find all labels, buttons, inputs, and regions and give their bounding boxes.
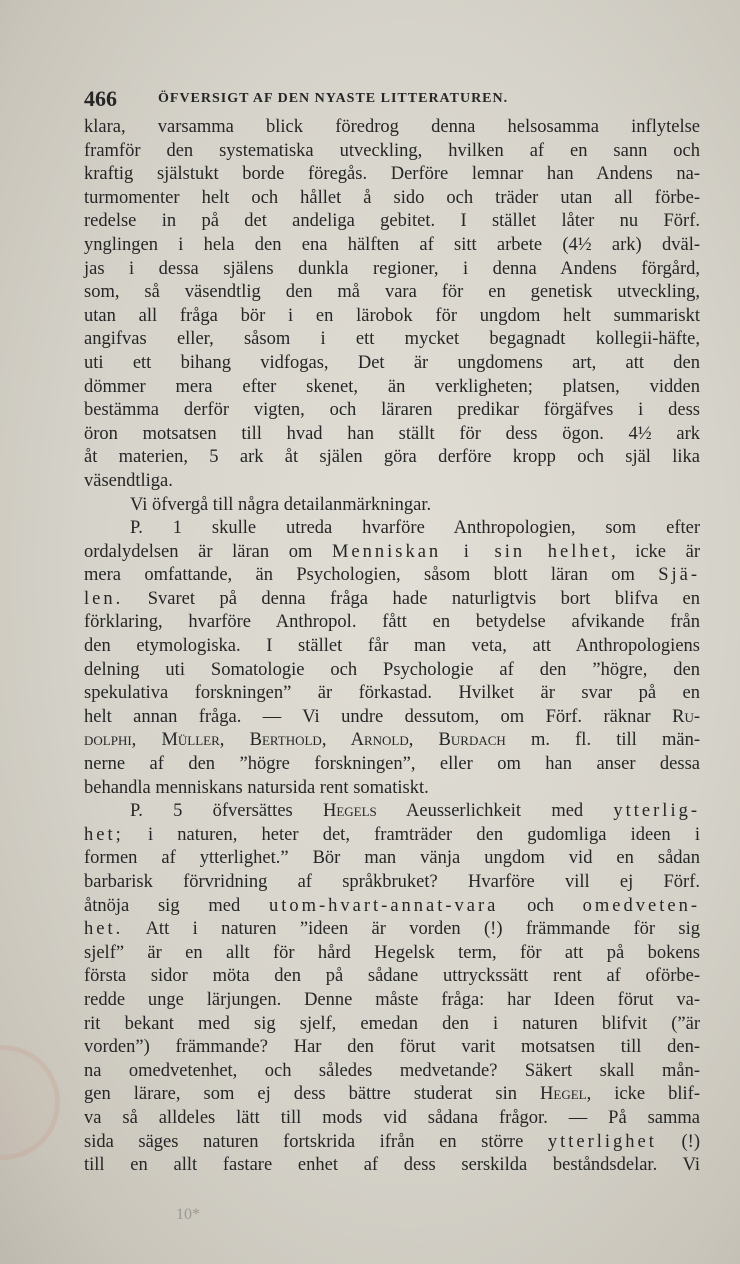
text-segment: till en allt fastare enhet af dess serskilda beståndsdelar. Vi	[84, 1155, 700, 1176]
text-line	[84, 635, 700, 659]
text-line	[84, 541, 700, 565]
text-line	[84, 659, 700, 683]
text-segment: i naturen, heter det, framträder den gudomliga ideen i	[123, 824, 700, 845]
text-segment: Aeusserlichkeit med	[376, 801, 614, 822]
text-segment: delning uti Somatologie och Psychologie af den ”högre, den	[84, 659, 700, 680]
text-line	[84, 824, 700, 848]
emphasized-text: Menniskan i sin helhet	[331, 541, 611, 562]
text-segment: som, så väsendtlig den må vara för en genetisk utveckling,	[84, 282, 700, 303]
text-segment: förklaring, hvarföre Anthropol. fått en betydelse afvikande från	[84, 612, 700, 633]
text-line	[84, 187, 700, 211]
body-text	[84, 116, 700, 1178]
text-segment: uti ett bihang vidfogas, Det är ungdomens art, att den	[84, 352, 700, 373]
small-caps-name: Ru-	[672, 706, 700, 727]
text-segment: första sidor möta den på sådane uttryckssätt rent af oförbe-	[84, 966, 700, 987]
text-segment: jas i dessa själens dunkla regioner, i denna Andens förgård,	[84, 258, 700, 279]
signature-mark: 10*	[176, 1206, 200, 1223]
text-segment: gen lärare, som ej dess bättre studerat sin	[84, 1084, 541, 1105]
text-line	[84, 210, 700, 234]
emphasized-text: het.	[84, 919, 124, 940]
text-segment: öron motsatsen till hvad han ställt för dess ögon. 4½ ark	[84, 423, 700, 444]
text-segment: Vi öfvergå till några detailanmärkningar.	[130, 494, 432, 515]
text-segment: åt materien, 5 ark åt själen göra derföre kropp och själ lika	[84, 447, 700, 468]
text-line	[84, 729, 700, 753]
text-line	[84, 446, 700, 470]
text-segment: va så alldeles lätt till mods vid sådana frågor. — På samma	[84, 1107, 700, 1128]
text-line	[84, 1154, 700, 1178]
emphasized-text: utom-hvart-annat-vara	[268, 895, 499, 916]
text-segment: Svaret på denna fråga hade naturligtvis bort blifva en	[123, 588, 700, 609]
text-segment: P. 1 skulle utreda hvarföre Anthropologien, som efter	[130, 518, 700, 539]
text-segment: åtnöja sig med	[84, 895, 269, 916]
text-segment: , icke är	[610, 541, 700, 562]
text-segment: spekulativa forskningen” är förkastad. Hvilket är svar på en	[84, 683, 700, 704]
text-line	[84, 281, 700, 305]
text-line	[84, 163, 700, 187]
text-segment: sida säges naturen fortskrida ifrån en större	[84, 1131, 548, 1152]
text-segment: och	[498, 895, 583, 916]
text-segment: bestämma derför vigten, och läraren predikar förgäfves i dess	[84, 400, 700, 421]
text-segment: helt annan fråga. — Vi undre dessutom, om Förf. räknar	[84, 706, 673, 727]
text-segment: den etymologiska. I stället får man veta, att Anthropologiens	[84, 636, 700, 657]
text-segment: dömmer mera efter skenet, än verkligheten; platsen, vidden	[84, 376, 700, 397]
text-line	[84, 682, 700, 706]
text-line	[84, 942, 700, 966]
text-segment: formen af ytterlighet.” Bör man vänja ungdom vid en sådan	[84, 848, 700, 869]
text-segment: framför den systematiska utveckling, hvilken af en sann och	[84, 140, 700, 161]
text-line	[84, 1083, 700, 1107]
text-line	[84, 305, 700, 329]
emphasized-text: ytterlig-	[613, 801, 700, 822]
text-line	[84, 234, 700, 258]
text-line	[84, 517, 700, 541]
emphasized-text: omedveten-	[582, 895, 700, 916]
text-line	[84, 706, 700, 730]
text-line	[84, 847, 700, 871]
text-line	[84, 989, 700, 1013]
text-segment: vorden”) främmande? Har den förut varit motsatsen till den-	[84, 1037, 700, 1058]
text-segment: na omedvetenhet, och således medvetande? Säkert skall mån-	[84, 1060, 700, 1081]
page-header	[84, 86, 700, 112]
text-line	[84, 470, 700, 494]
text-segment: klara, varsamma blick föredrog denna helsosamma inflytelse	[84, 117, 700, 137]
running-title: ÖFVERSIGT AF DEN NYASTE LITTERATUREN.	[158, 91, 509, 106]
text-line	[84, 1131, 700, 1155]
text-line	[84, 423, 700, 447]
text-line	[84, 777, 700, 801]
text-segment: redde unge lärjungen. Denne måste fråga: har Ideen förut va-	[84, 989, 700, 1010]
text-segment: ynglingen i hela den ena hälften af sitt arbete (4½ ark) dväl-	[84, 234, 700, 255]
text-segment: väsendtliga.	[84, 470, 173, 491]
faded-library-stamp	[0, 1045, 60, 1160]
text-segment: nerne af den ”högre forskningen”, eller om han anser dessa	[84, 754, 700, 775]
text-line	[84, 140, 700, 164]
text-segment: m. fl. till män-	[505, 730, 701, 751]
text-line	[84, 588, 700, 612]
text-segment: kraftig själstukt borde föregås. Derföre lemnar han Andens na-	[84, 164, 700, 185]
text-line	[84, 564, 700, 588]
text-line	[84, 965, 700, 989]
text-segment: angifvas eller, såsom i ett mycket begagnadt kollegii-häfte,	[84, 329, 700, 350]
text-segment: turmomenter helt och hållet å sido och träder utan all förbe-	[84, 187, 700, 208]
text-segment: redelse in på det andeliga gebitet. I stället låter nu Förf.	[84, 211, 700, 232]
emphasized-text: ytterlighet	[547, 1131, 657, 1152]
text-line	[84, 611, 700, 635]
text-line	[84, 871, 700, 895]
text-line	[84, 895, 700, 919]
text-line	[84, 116, 700, 140]
emphasized-text: Sjä-	[658, 565, 700, 586]
text-line	[84, 328, 700, 352]
text-line	[84, 258, 700, 282]
text-segment: sjelf” är en allt för hård Hegelsk term, för att på bokens	[84, 942, 700, 963]
text-line	[84, 1013, 700, 1037]
text-line	[84, 352, 700, 376]
text-segment: , icke blif-	[586, 1084, 700, 1105]
small-caps-name: dolphi, Müller, Berthold, Arnold, Burdach	[84, 730, 506, 751]
text-segment: mera omfattande, än Psychologien, såsom blott läran om	[84, 565, 659, 586]
text-line	[84, 918, 700, 942]
small-caps-name: Hegels	[322, 801, 377, 822]
text-line	[84, 376, 700, 400]
text-segment: (!)	[656, 1131, 700, 1152]
text-line	[84, 1107, 700, 1131]
text-segment: Att i naturen ”ideen är vorden (!) främmande för sig	[123, 919, 700, 940]
text-segment: behandla menniskans natursida rent somatiskt.	[84, 777, 429, 798]
page-number: 466	[84, 86, 117, 111]
text-segment: utan all fråga bör i en lärobok för ungdom helt summariskt	[84, 305, 700, 326]
text-segment: barbarisk förvridning af språkbruket? Hvarföre vill ej Förf.	[84, 872, 700, 892]
text-segment: rit bekant med sig sjelf, emedan den i naturen blifvit (”är	[84, 1013, 700, 1034]
text-segment: ordalydelsen är läran om	[84, 541, 332, 562]
emphasized-text: het;	[84, 824, 124, 845]
text-line	[84, 494, 700, 518]
text-line	[84, 800, 700, 824]
text-line	[84, 399, 700, 423]
small-caps-name: Hegel	[540, 1084, 587, 1105]
text-line	[84, 1060, 700, 1084]
text-line	[84, 753, 700, 777]
emphasized-text: len.	[84, 588, 124, 609]
text-segment: P. 5 öfversättes	[130, 801, 323, 822]
text-line	[84, 1036, 700, 1060]
